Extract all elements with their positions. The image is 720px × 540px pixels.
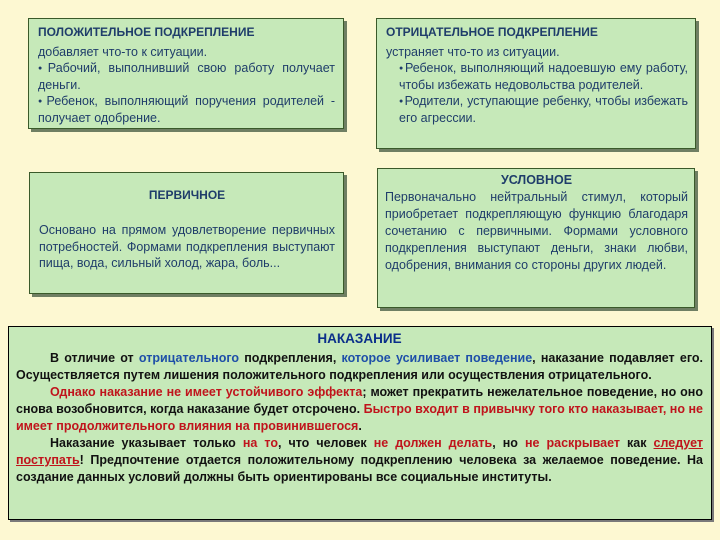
p2-c: Быстро входит в привычку того кто наказывает, но не имеет продолжительного влияния на провинившегося bbox=[16, 402, 703, 433]
p3-e: , но bbox=[492, 436, 525, 450]
primary-text: Основано на прямом удовлетворение первичных потребностей. Формами подкрепления выступают пища, вода, сильный холод, жара, боль... bbox=[39, 223, 335, 270]
punishment-paragraph-2 bbox=[16, 384, 703, 435]
punishment-paragraph-1 bbox=[16, 350, 703, 384]
punishment-title: НАКАЗАНИЕ bbox=[317, 331, 402, 346]
positive-example-1: ● Рабочий, выполнивший свою работу получает деньги. bbox=[38, 60, 335, 93]
negative-example-2: ● Родители, уступающие ребенку, чтобы избежать его агрессии. bbox=[386, 93, 688, 126]
p3-f: не раскрывает bbox=[524, 436, 620, 450]
primary-title: ПЕРВИЧНОЕ bbox=[148, 188, 226, 202]
negative-example-1: ● Ребенок, выполняющий надоевшую ему работу, чтобы избежать недовольства родителей. bbox=[386, 60, 688, 93]
negative-reinforcement-box bbox=[376, 18, 696, 149]
p1-e: , наказание подавляет его bbox=[532, 351, 700, 365]
negative-body bbox=[386, 44, 688, 126]
negative-title: ОТРИЦАТЕЛЬНОЕ ПОДКРЕПЛЕНИЕ bbox=[386, 25, 598, 39]
positive-intro: добавляет что-то к ситуации. bbox=[38, 45, 208, 59]
punishment-box bbox=[8, 326, 712, 520]
p2-b: ; может прекратить нежелательное поведение, но оно снова возобновится, когда наказание будет отсрочено. bbox=[16, 385, 703, 416]
p2-a: Однако наказание не имеет устойчивого эффекта bbox=[50, 385, 363, 399]
p3-c: , что человек bbox=[277, 436, 374, 450]
punishment-paragraph-3 bbox=[16, 435, 703, 486]
positive-example-2: ● Ребенок, выполняющий поручения родителей - получает одобрение. bbox=[38, 93, 335, 126]
conditional-reinforcement-box bbox=[377, 168, 695, 308]
conditional-text: Первоначально нейтральный стимул, который приобретает подкрепляющую функцию благодаря сочетанию с первичными. Формами условного подкрепления выступают деньги, знаки любви, одобрения, внимания со стороны других людей. bbox=[385, 190, 688, 272]
positive-title: ПОЛОЖИТЕЛЬНОЕ ПОДКРЕПЛЕНИЕ bbox=[38, 25, 255, 39]
positive-body bbox=[38, 44, 335, 126]
p3-a: Наказание указывает только bbox=[50, 436, 243, 450]
p1-d: которое усиливает поведение bbox=[341, 351, 533, 365]
p1-b: отрицательного bbox=[138, 351, 240, 365]
negative-intro: устраняет что-то из ситуации. bbox=[386, 45, 560, 59]
p1-a: В отличие от bbox=[50, 351, 139, 365]
p3-h: следует поступать bbox=[16, 436, 703, 467]
p3-b: на то bbox=[242, 436, 278, 450]
p3-g: как bbox=[619, 436, 654, 450]
conditional-title: УСЛОВНОЕ bbox=[500, 173, 573, 187]
p1-f: . Осуществляется путем лишения положительного подкрепления или осуществления отрицательного. bbox=[16, 351, 703, 382]
p3-i: ! Предпочтение отдается положительному подкреплению человека за желаемое поведение. На создание данных условий должны быть ориентированы все социальные институты. bbox=[16, 453, 703, 484]
p1-c: подкрепления, bbox=[239, 351, 342, 365]
p3-d: не должен делать bbox=[373, 436, 493, 450]
primary-reinforcement-box bbox=[29, 172, 344, 294]
positive-reinforcement-box bbox=[28, 18, 344, 129]
p2-d: . bbox=[358, 419, 362, 433]
